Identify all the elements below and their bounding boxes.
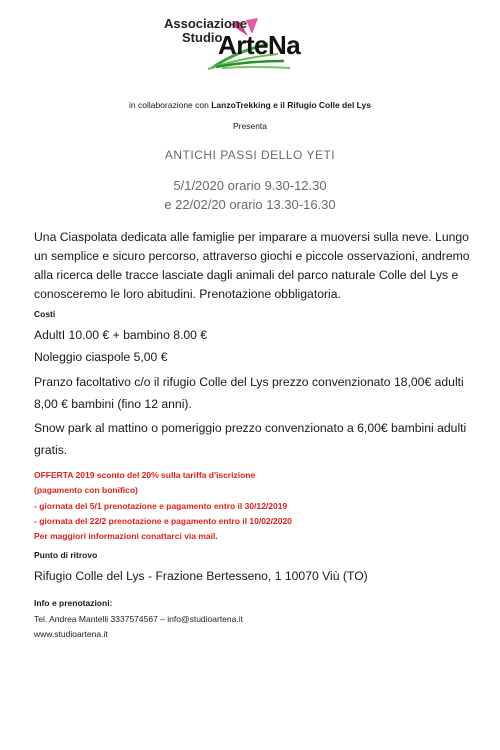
event-title: ANTICHI PASSI DELLO YETI bbox=[164, 148, 336, 162]
logo bbox=[160, 14, 310, 70]
cost-lunch: Pranzo facoltativo c/o il rifugio Colle del Lys prezzo convenzionato 18,00€ adulti 8,00 € bambini (fino 12 anni). bbox=[34, 375, 464, 411]
costs-heading: Costi bbox=[34, 309, 56, 319]
info-heading: Info e prenotazioni: bbox=[34, 598, 113, 608]
presenta-text: Presenta bbox=[232, 121, 268, 131]
cost-adults: AdultI 10.00 € + bambino 8.00 € bbox=[34, 328, 208, 342]
info-block bbox=[34, 612, 243, 642]
event-date-2: e 22/02/20 orario 13.30-16.30 bbox=[164, 197, 336, 212]
logo-brand: ArteNa bbox=[218, 30, 301, 60]
offer-line: - giornata del 22/2 prenotazione e pagamento entro il 10/02/2020 bbox=[34, 515, 292, 526]
event-description: Una Ciaspolata dedicata alle famiglie per imparare a muoversi sulla neve. Lungo un semplice e sicuro percorso, attraverso giochi e piccole osservazioni, andremo alla ricerca delle tracce lasciate dagli animali del parco naturale Colle del Lys e conosceremo le loro abitudini. Prenotazione obbligatoria. bbox=[34, 230, 470, 301]
offer-line: Per maggiori informazioni conattarci via mail. bbox=[34, 531, 218, 542]
meeting-place: Rifugio Colle del Lys - Frazione Bertesseno, 1 10070 Viù (TO) bbox=[34, 569, 368, 583]
logo-line1: Associazione bbox=[164, 16, 248, 31]
cost-snowpark: Snow park al mattino o pomeriggio prezzo convenzionato a 6,00€ bambini adulti gratis. bbox=[34, 421, 467, 457]
offer-line: OFFERTA 2019 sconto del 20% sulla tariffa d'iscrizione bbox=[34, 470, 256, 480]
collab-prefix: in collaborazione con bbox=[128, 100, 212, 110]
offer-line: - giornata del 5/1 prenotazione e pagamento entro il 30/12/2019 bbox=[34, 500, 288, 511]
collab-partners: LanzoTrekking e il Rifugio Colle del Lys bbox=[211, 100, 372, 110]
offer-line: (pagamento con bonifico) bbox=[34, 485, 138, 496]
event-date-1: 5/1/2020 orario 9.30-12.30 bbox=[173, 178, 327, 193]
cost-rental: Noleggio ciaspole 5,00 € bbox=[34, 350, 168, 364]
collaboration-line bbox=[0, 100, 500, 110]
offer-block bbox=[34, 468, 474, 544]
contact-line: Tel. Andrea Mantelli 3337574567 – info@studioartena.it bbox=[34, 614, 243, 624]
website-link[interactable]: www.studioartena.it bbox=[34, 629, 108, 639]
meeting-heading: Punto di ritrovo bbox=[34, 550, 98, 560]
logo-line2: Studio bbox=[182, 30, 223, 45]
